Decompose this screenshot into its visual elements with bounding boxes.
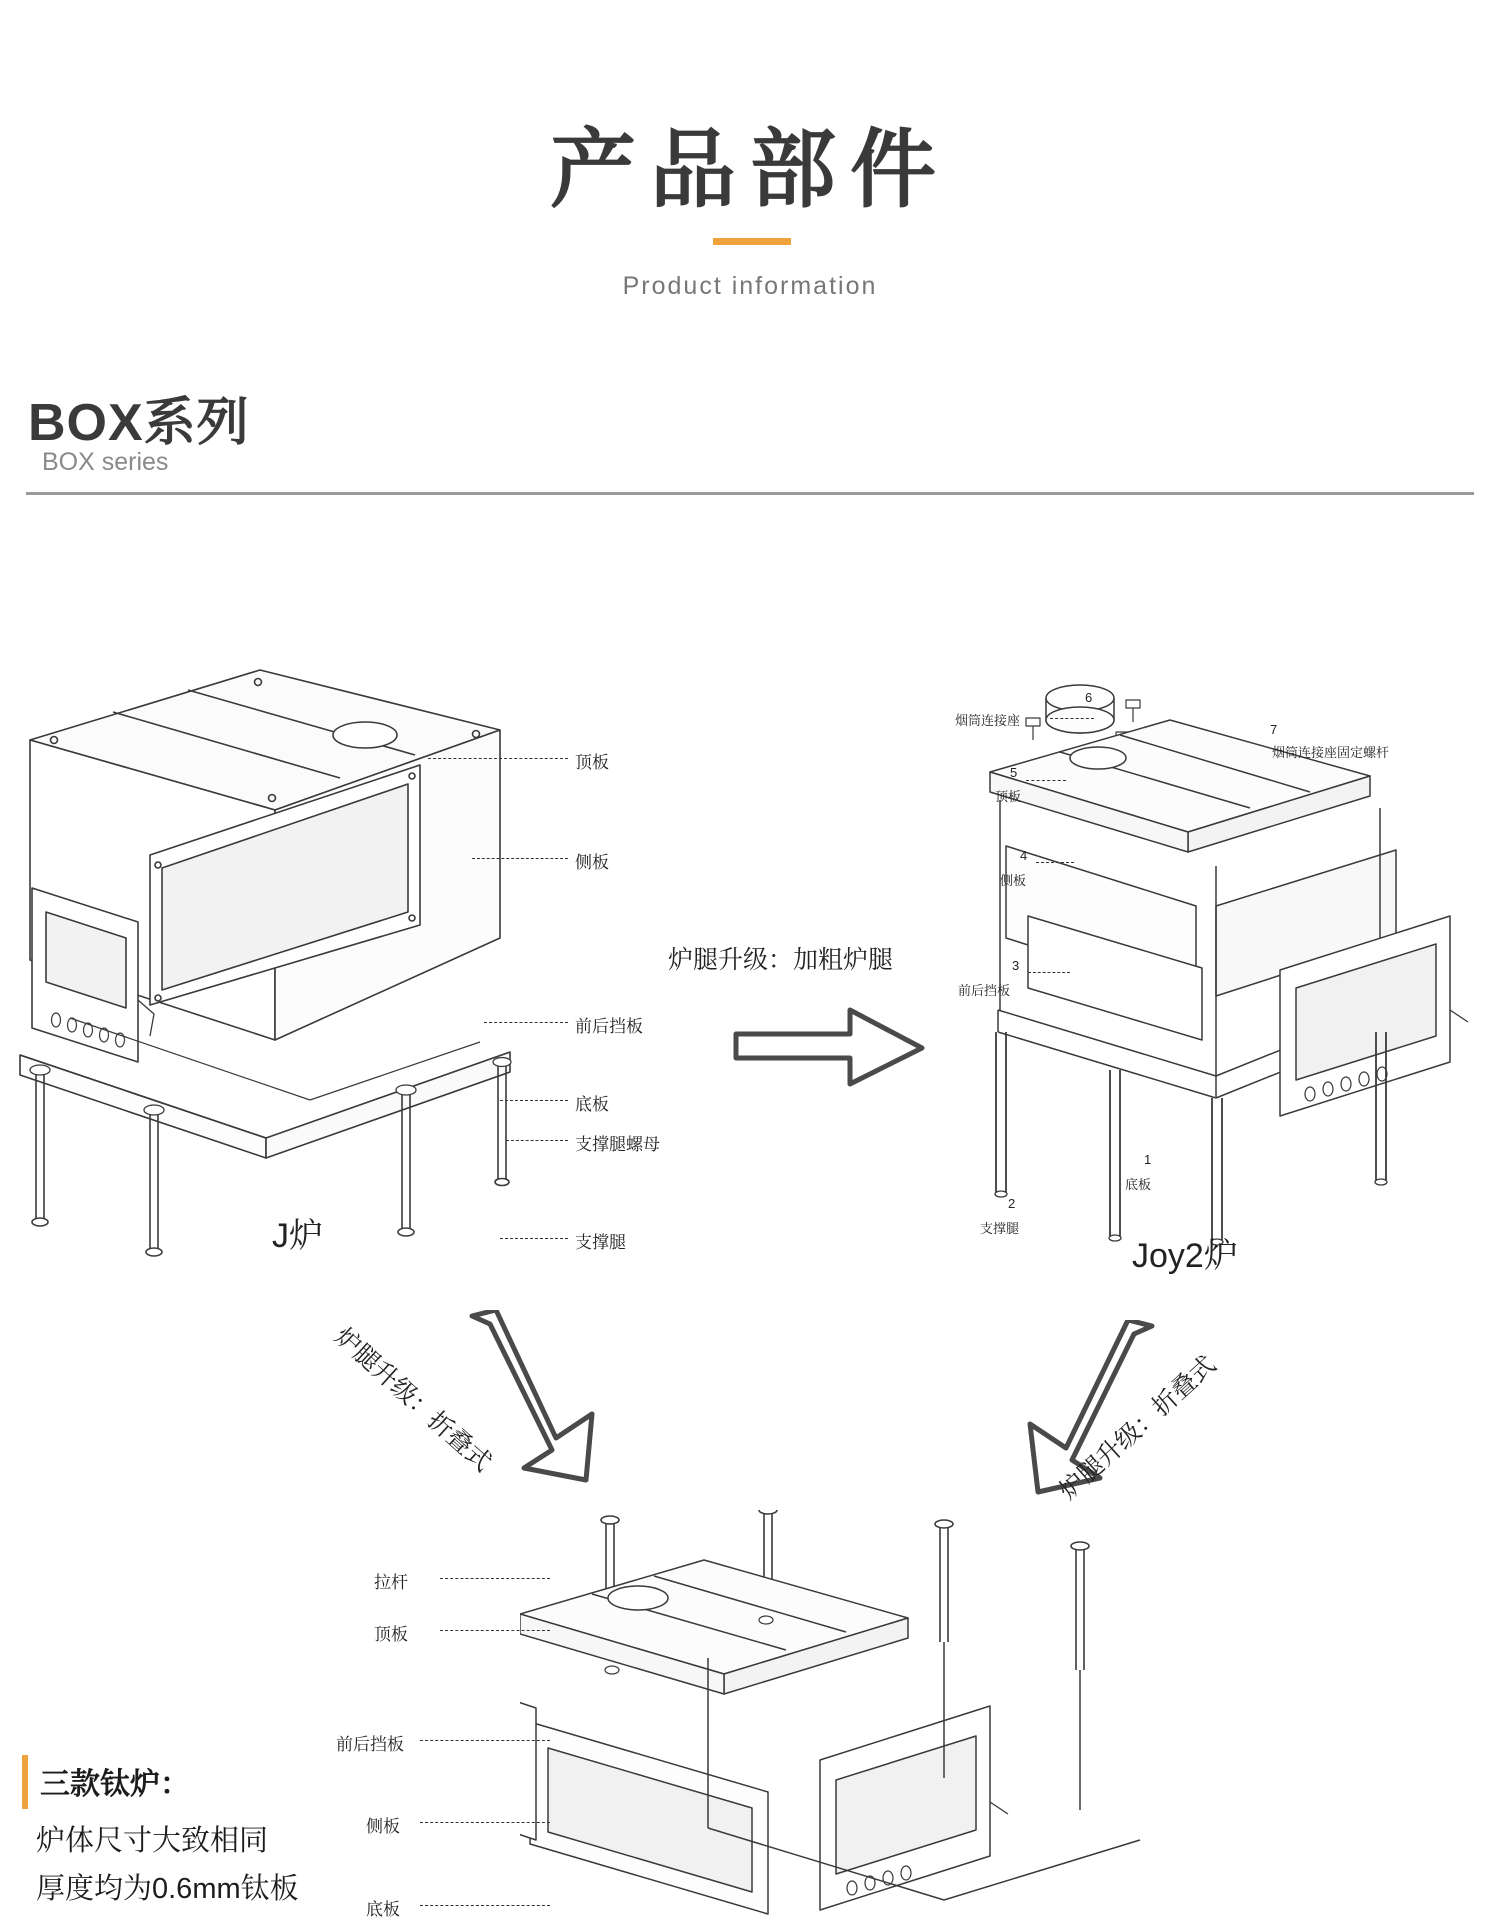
callout-j-front-rear-baffle: 前后挡板 — [575, 1017, 643, 1036]
diagram-j-stove — [10, 660, 530, 1300]
leader-j-4 — [500, 1100, 568, 1101]
callout-j-top-plate: 顶板 — [575, 753, 609, 772]
model-label-j: J炉 — [272, 1217, 323, 1255]
section-title: BOX系列 — [28, 394, 250, 452]
leader-b-4 — [420, 1822, 550, 1823]
leader-j-3 — [484, 1022, 568, 1023]
callout-joy2-front-rear-baffle: 前后挡板 — [958, 983, 1011, 998]
callout-bottom-side-plate: 侧板 — [366, 1817, 400, 1836]
callout-joy2-chimney-seat: 烟筒连接座 — [955, 713, 1021, 728]
callout-joy2-side-plate: 侧板 — [1000, 873, 1027, 888]
callout-num-1: 1 — [1144, 1152, 1152, 1167]
title-underline — [713, 238, 791, 245]
callout-num-4: 4 — [1020, 848, 1028, 863]
diagram-folding-stove — [520, 1510, 1220, 1930]
section-subtitle: BOX series — [42, 448, 169, 476]
leader-b-1 — [440, 1578, 550, 1579]
arrow-caption-right: 炉腿升级：加粗炉腿 — [668, 946, 894, 974]
leader-b-2 — [440, 1630, 550, 1631]
arrow-right — [730, 1000, 930, 1090]
callout-num-5: 5 — [1010, 765, 1018, 780]
callout-j-side-plate: 侧板 — [575, 853, 609, 872]
leader-j-6 — [500, 1238, 568, 1239]
callout-num-6: 6 — [1085, 690, 1093, 705]
callout-j-support-leg: 支撑腿 — [575, 1233, 626, 1252]
callout-joy2-support-leg: 支撑腿 — [980, 1221, 1020, 1236]
leader-b-3 — [420, 1740, 550, 1741]
leader-j-2 — [472, 858, 568, 859]
callout-num-2: 2 — [1008, 1196, 1016, 1211]
leader-j-1 — [428, 758, 568, 759]
model-label-joy2: Joy2炉 — [1132, 1237, 1238, 1275]
leader-joy2-6 — [1050, 718, 1094, 719]
callout-joy2-top-plate: 顶板 — [995, 789, 1022, 804]
diagram-joy2-stove — [980, 680, 1490, 1300]
leader-b-5 — [420, 1905, 550, 1906]
leader-joy2-4 — [1036, 862, 1074, 863]
note-badge: 三款钛炉： — [22, 1755, 200, 1809]
callout-bottom-bottom-plate: 底板 — [366, 1900, 400, 1919]
arrow-caption-down-left: 炉腿升级：折叠式 — [329, 1322, 497, 1478]
arrow-caption-down-right: 炉腿升级：折叠式 — [1054, 1350, 1222, 1506]
page-title: 产品部件 — [550, 122, 950, 218]
callout-joy2-bottom-plate: 底板 — [1125, 1177, 1152, 1192]
section-divider — [26, 492, 1474, 495]
callout-j-bottom-plate: 底板 — [575, 1095, 609, 1114]
callout-bottom-front-rear-baffle: 前后挡板 — [336, 1735, 404, 1754]
leader-j-5 — [506, 1140, 568, 1141]
leader-joy2-3 — [1028, 972, 1070, 973]
page-subtitle: Product information — [622, 272, 878, 300]
note-line-2: 厚度均为0.6mm钛板 — [36, 1873, 299, 1905]
note-line-1: 炉体尺寸大致相同 — [36, 1825, 269, 1857]
callout-bottom-pull-rod: 拉杆 — [374, 1573, 408, 1592]
callout-num-3: 3 — [1012, 958, 1020, 973]
callout-bottom-top-plate: 顶板 — [374, 1625, 408, 1644]
callout-num-7: 7 — [1270, 722, 1278, 737]
callout-j-leg-nut: 支撑腿螺母 — [575, 1135, 660, 1154]
leader-joy2-5 — [1026, 780, 1066, 781]
callout-joy2-chimney-screw: 烟筒连接座固定螺杆 — [1272, 745, 1390, 760]
